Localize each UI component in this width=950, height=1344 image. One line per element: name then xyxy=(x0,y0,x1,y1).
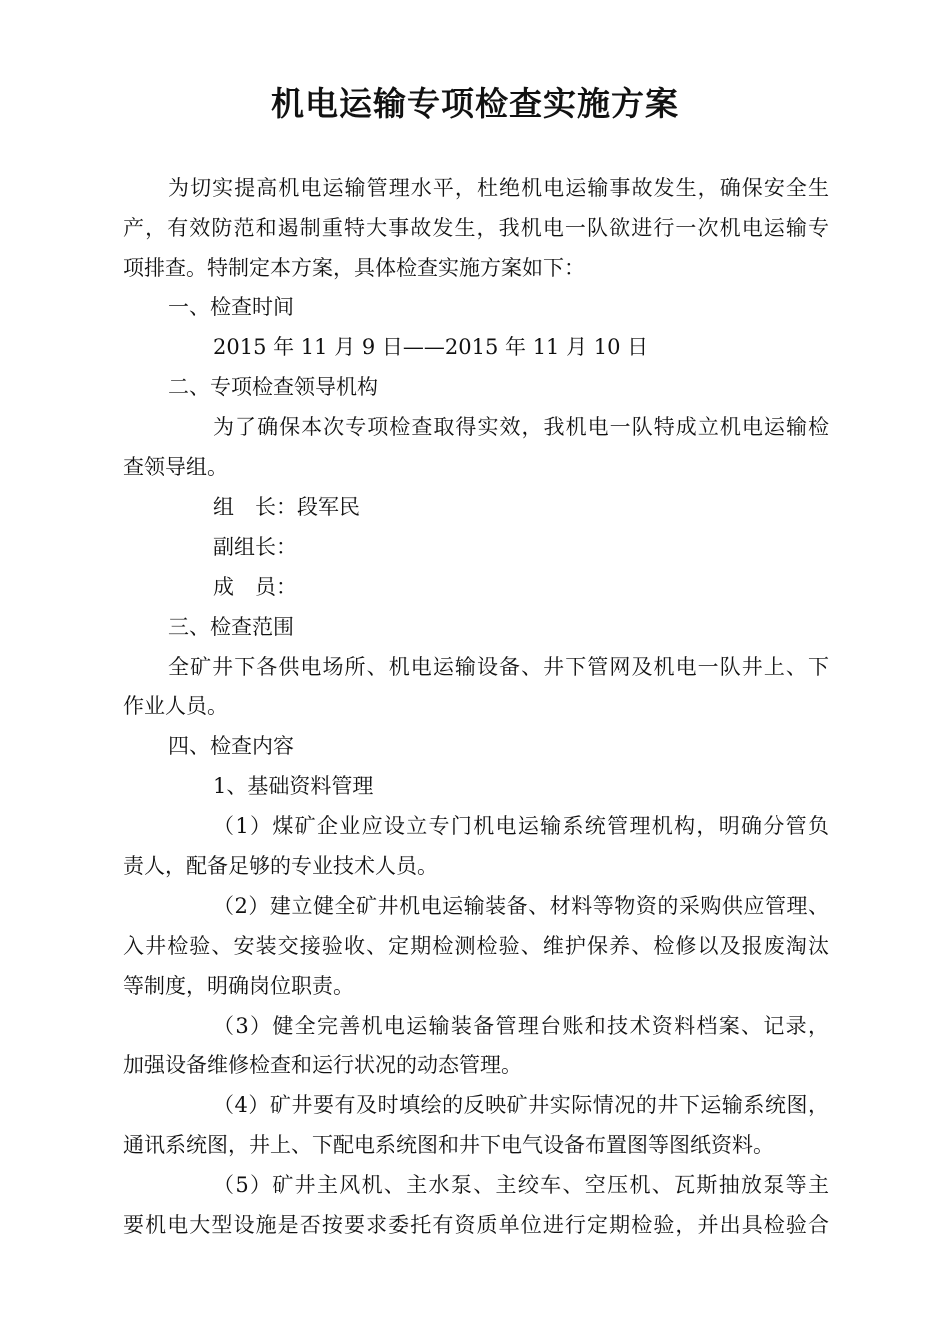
paragraph-line: 责人，配备足够的专业技术人员。 xyxy=(123,854,438,878)
leader-line: 组 长：段军民 xyxy=(213,495,360,519)
paragraph-line: 入井检验、安装交接验收、定期检测检验、维护保养、检修以及报废淘汰 xyxy=(123,934,829,958)
paragraph-line: 作业人员。 xyxy=(123,694,228,718)
date-range: 2015 年 11 月 9 日——2015 年 11 月 10 日 xyxy=(213,335,649,359)
paragraph-line: 为切实提高机电运输管理水平，杜绝机电运输事故发生，确保安全生 xyxy=(168,176,829,200)
paragraph-line: 为了确保本次专项检查取得实效，我机电一队特成立机电运输检 xyxy=(213,415,829,439)
deputy-leader-line: 副组长： xyxy=(213,535,297,559)
paragraph-line: （3）健全完善机电运输装备管理台账和技术资料档案、记录， xyxy=(213,1014,829,1038)
section-heading: 二、专项检查领导机构 xyxy=(168,375,378,399)
paragraph-line: 加强设备维修检查和运行状况的动态管理。 xyxy=(123,1053,522,1077)
section-heading: 三、检查范围 xyxy=(168,615,294,639)
paragraph-line: 查领导组。 xyxy=(123,455,228,479)
members-line: 成 员： xyxy=(213,575,297,599)
paragraph-line: （4）矿井要有及时填绘的反映矿井实际情况的井下运输系统图， xyxy=(213,1093,829,1117)
paragraph-line: 要机电大型设施是否按要求委托有资质单位进行定期检验，并出具检验合 xyxy=(123,1213,829,1237)
section-heading: 一、检查时间 xyxy=(168,295,294,319)
paragraph-line: 项排查。特制定本方案，具体检查实施方案如下： xyxy=(123,256,585,280)
section-heading: 四、检查内容 xyxy=(168,734,294,758)
paragraph-line: （5）矿井主风机、主水泵、主绞车、空压机、瓦斯抽放泵等主 xyxy=(213,1173,829,1197)
document-title: 机电运输专项检查实施方案 xyxy=(271,84,679,123)
subsection-heading: 1、基础资料管理 xyxy=(213,774,374,798)
paragraph-line: （2）建立健全矿井机电运输装备、材料等物资的采购供应管理、 xyxy=(213,894,829,918)
paragraph-line: （1）煤矿企业应设立专门机电运输系统管理机构，明确分管负 xyxy=(213,814,829,838)
paragraph-line: 全矿井下各供电场所、机电运输设备、井下管网及机电一队井上、下 xyxy=(168,655,829,679)
paragraph-line: 等制度，明确岗位职责。 xyxy=(123,974,354,998)
paragraph-line: 产，有效防范和遏制重特大事故发生，我机电一队欲进行一次机电运输专 xyxy=(123,216,829,240)
paragraph-line: 通讯系统图，井上、下配电系统图和井下电气设备布置图等图纸资料。 xyxy=(123,1133,774,1157)
